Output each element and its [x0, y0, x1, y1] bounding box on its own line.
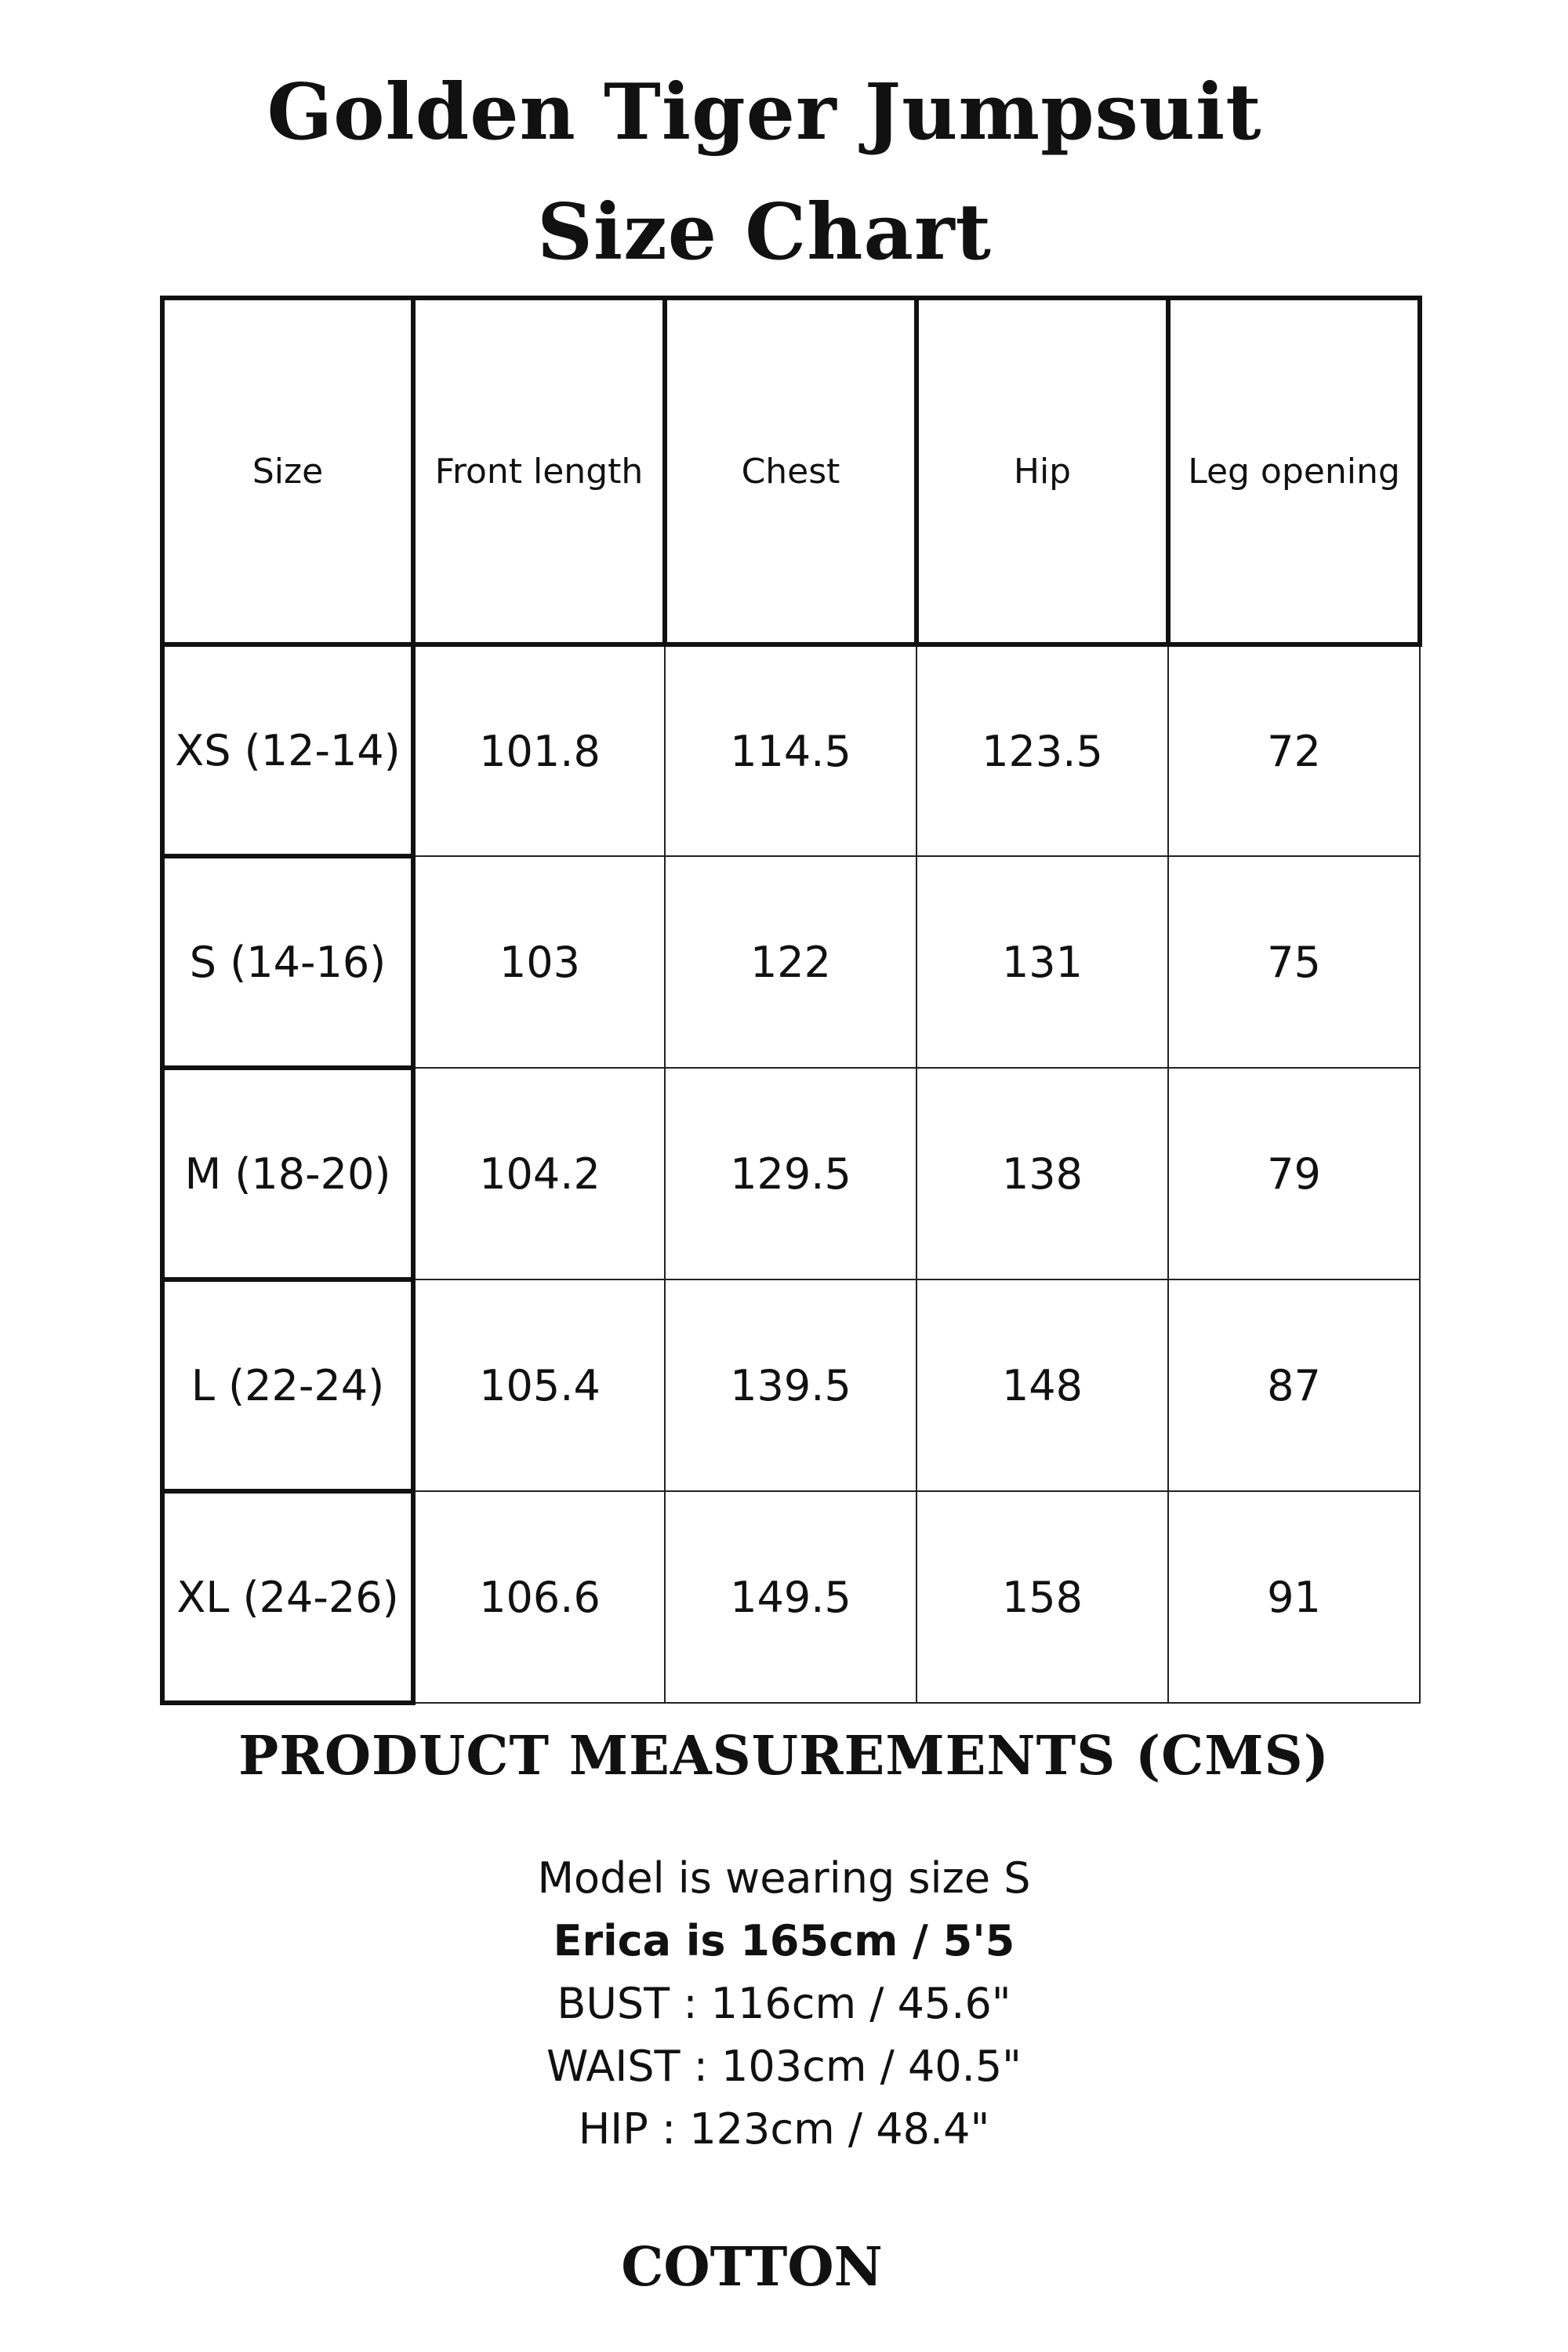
- hip-cell: 148: [916, 1279, 1168, 1491]
- chest-cell: 149.5: [665, 1491, 916, 1703]
- table-row: [162, 856, 1420, 1068]
- front-length-cell: 103: [413, 856, 665, 1068]
- table-row: [162, 1068, 1420, 1279]
- model-info: [0, 1847, 1568, 2161]
- front-length-cell: 101.8: [413, 644, 665, 856]
- leg-opening-cell: 87: [1168, 1279, 1420, 1491]
- front-length-cell: 106.6: [413, 1491, 665, 1703]
- front-length-cell: 104.2: [413, 1068, 665, 1279]
- page-subtitle: Size Chart: [537, 187, 992, 278]
- hip-cell: 131: [916, 856, 1168, 1068]
- size-cell: L (22-24): [162, 1279, 413, 1491]
- header-front-length: Front length: [413, 298, 665, 644]
- header-leg-opening: Leg opening: [1168, 298, 1420, 644]
- header-size: Size: [162, 298, 413, 644]
- hip-cell: 123.5: [916, 644, 1168, 856]
- size-cell: XL (24-26): [162, 1491, 413, 1703]
- leg-opening-cell: 75: [1168, 856, 1420, 1068]
- measurements-heading: PRODUCT MEASUREMENTS (CMS): [238, 1725, 1330, 1788]
- fabric-label: COTTON: [621, 2236, 883, 2299]
- leg-opening-cell: 91: [1168, 1491, 1420, 1703]
- chest-cell: 114.5: [665, 644, 916, 856]
- hip-cell: 158: [916, 1491, 1168, 1703]
- table-row: [162, 1279, 1420, 1491]
- size-cell: S (14-16): [162, 856, 413, 1068]
- chest-cell: 129.5: [665, 1068, 916, 1279]
- table-header-row: [162, 298, 1420, 644]
- size-cell: XS (12-14): [162, 644, 413, 856]
- chest-cell: 139.5: [665, 1279, 916, 1491]
- size-cell: M (18-20): [162, 1068, 413, 1279]
- front-length-cell: 105.4: [413, 1279, 665, 1491]
- page-title: Golden Tiger Jumpsuit: [267, 67, 1262, 158]
- table-row: [162, 644, 1420, 856]
- leg-opening-cell: 72: [1168, 644, 1420, 856]
- model-waist-text: WAIST : 103cm / 40.5": [546, 2042, 1022, 2091]
- model-size-text: Model is wearing size S: [537, 1853, 1031, 1903]
- size-chart-table: [160, 296, 1422, 1705]
- table-row: [162, 1491, 1420, 1703]
- model-height-text: Erica is 165cm / 5'5: [553, 1916, 1015, 1965]
- leg-opening-cell: 79: [1168, 1068, 1420, 1279]
- header-hip: Hip: [916, 298, 1168, 644]
- header-chest: Chest: [665, 298, 916, 644]
- model-bust-text: BUST : 116cm / 45.6": [557, 1979, 1011, 2028]
- chest-cell: 122: [665, 856, 916, 1068]
- hip-cell: 138: [916, 1068, 1168, 1279]
- model-hip-text: HIP : 123cm / 48.4": [578, 2104, 990, 2154]
